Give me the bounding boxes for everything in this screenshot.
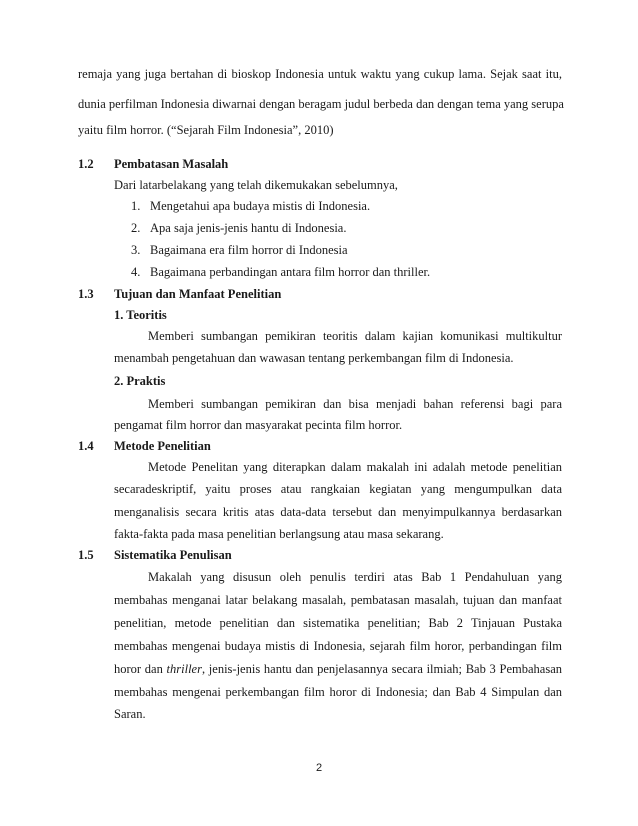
metode-line-4: fakta-fakta pada masa penelitian berlangsung atau masa sekarang. xyxy=(114,527,444,541)
list-item xyxy=(131,198,370,215)
list-number: 1. xyxy=(131,199,141,213)
sistematika-line-1: Makalah yang disusun oleh penulis terdiri atas Bab 1 Pendahuluan yang xyxy=(148,570,562,584)
sistematika-line-4: membahas mengenai budaya mistis di Indonesia, sejarah film horor, perbandingan film xyxy=(114,639,562,653)
teoritis-line-2: menambah pengetahuan dan wawasan tentang perkembangan film di Indonesia. xyxy=(114,351,514,365)
praktis-line-1: Memberi sumbangan pemikiran dan bisa menjadi bahan referensi bagi para xyxy=(148,397,562,411)
intro-line-3: yaitu film horror. (“Sejarah Film Indonesia”, 2010) xyxy=(78,123,334,137)
list-number: 2. xyxy=(131,221,141,235)
list-text: Apa saja jenis-jenis hantu di Indonesia. xyxy=(150,221,347,235)
line5-text-post: , jenis-jenis hantu dan penjelasannya secara ilmiah; Bab 3 Pembahasan xyxy=(201,662,562,676)
section-lead-text: Dari latarbelakang yang telah dikemukakan sebelumnya, xyxy=(114,178,398,192)
sistematika-line-7: Saran. xyxy=(114,707,146,721)
section-heading-tujuan-manfaat: Tujuan dan Manfaat Penelitian xyxy=(114,287,282,301)
list-item xyxy=(131,220,346,237)
sistematika-line-3: penelitian, metode penelitian dan sistematika penelitian; Bab 2 Tinjauan Pustaka xyxy=(114,616,562,630)
list-text: Bagaimana perbandingan antara film horror dan thriller. xyxy=(150,265,431,279)
sistematika-line-2: membahas menganai latar belakang masalah, pembatasan masalah, tujuan dan manfaat xyxy=(114,593,562,607)
section-number-1-2: 1.2 xyxy=(78,157,94,171)
section-heading-sistematika-penulisan: Sistematika Penulisan xyxy=(114,548,232,562)
list-text: Bagaimana era film horror di Indonesia xyxy=(150,243,348,257)
list-number: 3. xyxy=(131,243,141,257)
line5-text-italic: thriller xyxy=(166,662,202,676)
metode-line-1: Metode Penelitan yang diterapkan dalam makalah ini adalah metode penelitian xyxy=(148,460,562,474)
teoritis-line-1: Memberi sumbangan pemikiran teoritis dalam kajian komunikasi multikultur xyxy=(148,329,562,343)
sistematika-line-6: membahas mengenai perkembangan film horor di Indonesia; dan Bab 4 Simpulan dan xyxy=(114,685,562,699)
sistematika-line-5 xyxy=(114,661,562,678)
metode-line-3: menganalisis secara kritis atas data-data tersebut dan menyimpulkannya berdasarkan xyxy=(114,505,562,519)
intro-line-2: dunia perfilman Indonesia diwarnai dengan beragam judul berbeda dan dengan tema yang serupa xyxy=(78,97,564,111)
subheading-praktis: 2. Praktis xyxy=(114,374,166,388)
section-heading-pembatasan-masalah: Pembatasan Masalah xyxy=(114,157,229,171)
section-heading-metode-penelitian: Metode Penelitian xyxy=(114,439,211,453)
section-number-1-4: 1.4 xyxy=(78,439,94,453)
line5-text-pre: horor dan xyxy=(114,662,167,676)
list-number: 4. xyxy=(131,265,141,279)
praktis-line-2: pengamat film horror dan masyarakat pecinta film horror. xyxy=(114,418,403,432)
section-number-1-5: 1.5 xyxy=(78,548,94,562)
list-item xyxy=(131,264,430,281)
subheading-teoritis: 1. Teoritis xyxy=(114,308,167,322)
metode-line-2: secaradeskriptif, yaitu proses atau rangkaian kegiatan yang mengumpulkan data xyxy=(114,482,562,496)
intro-line-1: remaja yang juga bertahan di bioskop Indonesia untuk waktu yang cukup lama. Sejak saat itu, xyxy=(78,67,562,81)
list-text: Mengetahui apa budaya mistis di Indonesia. xyxy=(150,199,371,213)
page-number: 2 xyxy=(315,762,323,774)
section-number-1-3: 1.3 xyxy=(78,287,94,301)
list-item xyxy=(131,242,348,259)
